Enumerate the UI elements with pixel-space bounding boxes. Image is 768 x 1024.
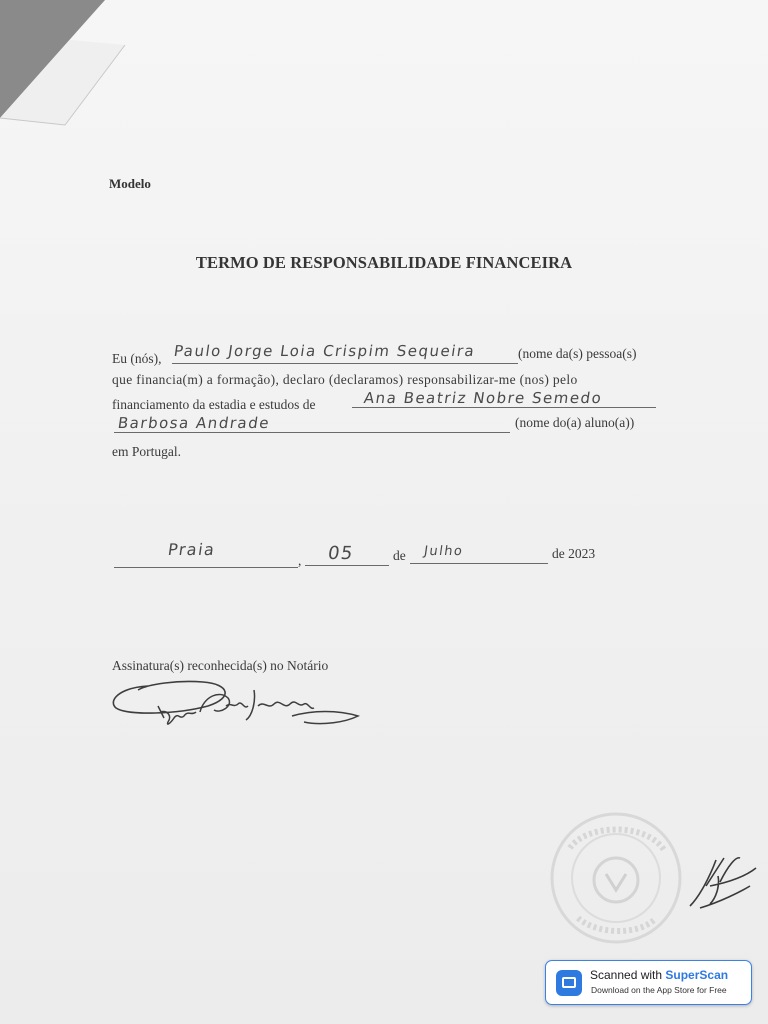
document-title: TERMO DE RESPONSABILIDADE FINANCEIRA (195, 253, 573, 272)
student-name-handwritten-2: Barbosa Andrade (116, 414, 272, 432)
notary-embossed-seal (546, 808, 686, 948)
payer-name-handwritten: Paulo Jorge Loia Crispim Sequeira (172, 342, 477, 360)
paragraph-line-3: financiamento da estadia e estudos de (112, 397, 316, 412)
day-handwritten: 05 (326, 543, 356, 564)
payer-signature (108, 676, 368, 746)
signature-label: Assinatura(s) reconhecida(s) no Notário (112, 658, 329, 673)
badge-brand: SuperScan (665, 968, 729, 982)
folded-corner (0, 0, 150, 150)
month-handwritten: Julho (422, 544, 465, 559)
line4-suffix: (nome do(a) aluno(a)) (515, 415, 635, 430)
notary-signature (680, 846, 760, 916)
badge-subtitle: Download on the App Store for Free (591, 985, 727, 995)
month-line (410, 563, 548, 564)
de-text: de (393, 548, 406, 563)
day-line (305, 565, 389, 566)
year-text: de 2023 (552, 546, 596, 561)
line1-suffix: (nome da(s) pessoa(s) (518, 346, 637, 361)
model-label: Modelo (109, 176, 151, 191)
date-comma: , (298, 553, 302, 568)
paragraph-line-5: em Portugal. (112, 444, 181, 459)
line1-prefix: Eu (nós), (112, 351, 162, 366)
student-name-handwritten-1: Ana Beatriz Nobre Semedo (362, 389, 604, 407)
badge-title: Scanned with SuperScan (590, 968, 729, 982)
student-name-line-2 (114, 432, 510, 433)
student-name-line-1 (352, 407, 656, 408)
payer-name-line (172, 363, 518, 364)
scanner-icon (556, 970, 582, 996)
place-handwritten: Praia (166, 540, 217, 559)
superscan-badge[interactable] (545, 960, 752, 1005)
place-line (114, 567, 298, 568)
paragraph-line-2: que financia(m) a formação), declaro (declaramos) responsabilizar-me (nos) pelo (112, 372, 578, 387)
